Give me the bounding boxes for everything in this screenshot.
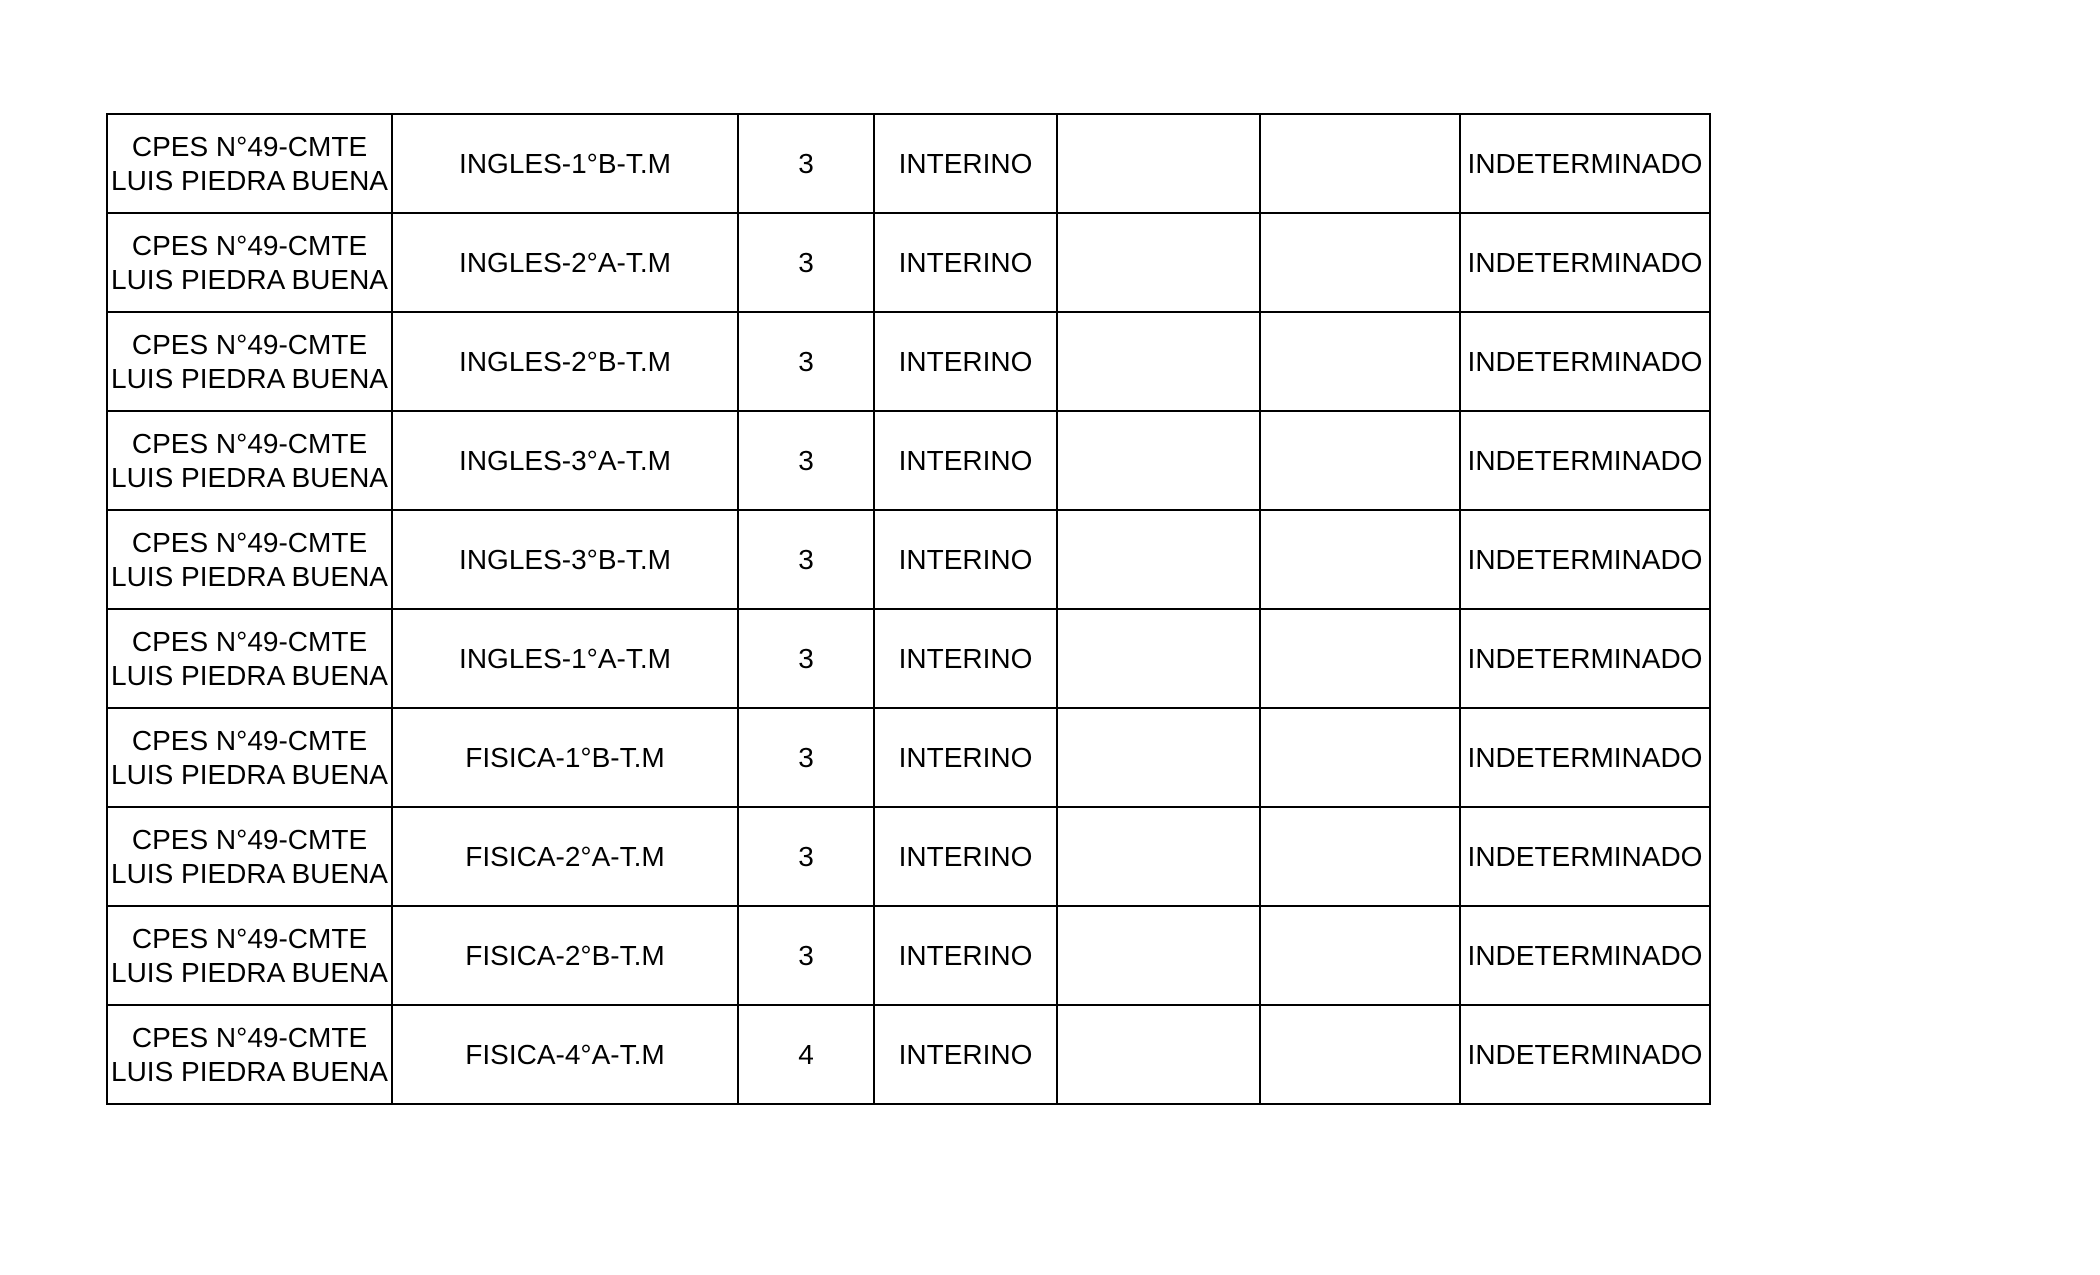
empty-cell — [1260, 1005, 1460, 1104]
hours-cell: 3 — [738, 708, 874, 807]
term-cell: INDETERMINADO — [1460, 609, 1710, 708]
table-row — [107, 807, 1710, 906]
status-cell: INTERINO — [874, 510, 1057, 609]
status-cell: INTERINO — [874, 807, 1057, 906]
subject-cell: INGLES-1°A-T.M — [392, 609, 738, 708]
empty-cell — [1057, 708, 1260, 807]
hours-cell: 4 — [738, 1005, 874, 1104]
term-cell: INDETERMINADO — [1460, 1005, 1710, 1104]
empty-cell — [1260, 609, 1460, 708]
empty-cell — [1057, 609, 1260, 708]
term-cell: INDETERMINADO — [1460, 312, 1710, 411]
subject-cell: FISICA-2°B-T.M — [392, 906, 738, 1005]
school-cell — [107, 213, 392, 312]
term-cell: INDETERMINADO — [1460, 510, 1710, 609]
school-cell — [107, 609, 392, 708]
empty-cell — [1260, 213, 1460, 312]
school-name-line-1: CPES N°49-CMTE — [131, 526, 368, 558]
table-row — [107, 1005, 1710, 1104]
hours-cell: 3 — [738, 510, 874, 609]
school-name-line-2: LUIS PIEDRA BUENA — [111, 164, 388, 196]
hours-cell: 3 — [738, 213, 874, 312]
school-name-line-2: LUIS PIEDRA BUENA — [111, 362, 388, 394]
hours-cell: 3 — [738, 411, 874, 510]
term-cell: INDETERMINADO — [1460, 708, 1710, 807]
school-name-line-1: CPES N°49-CMTE — [131, 922, 368, 954]
school-cell — [107, 411, 392, 510]
empty-cell — [1260, 114, 1460, 213]
term-cell: INDETERMINADO — [1460, 807, 1710, 906]
status-cell: INTERINO — [874, 609, 1057, 708]
empty-cell — [1057, 213, 1260, 312]
subject-cell: FISICA-2°A-T.M — [392, 807, 738, 906]
school-name-line-1: CPES N°49-CMTE — [131, 625, 368, 657]
data-table — [106, 113, 1711, 1105]
school-name-line-1: CPES N°49-CMTE — [131, 328, 368, 360]
school-cell — [107, 708, 392, 807]
empty-cell — [1260, 312, 1460, 411]
empty-cell — [1260, 807, 1460, 906]
subject-cell: INGLES-2°B-T.M — [392, 312, 738, 411]
table-row — [107, 609, 1710, 708]
empty-cell — [1057, 114, 1260, 213]
term-cell: INDETERMINADO — [1460, 114, 1710, 213]
empty-cell — [1260, 411, 1460, 510]
status-cell: INTERINO — [874, 906, 1057, 1005]
school-name-line-2: LUIS PIEDRA BUENA — [111, 461, 388, 493]
table-row — [107, 213, 1710, 312]
school-cell — [107, 807, 392, 906]
school-name-line-2: LUIS PIEDRA BUENA — [111, 659, 388, 691]
status-cell: INTERINO — [874, 708, 1057, 807]
empty-cell — [1260, 510, 1460, 609]
status-cell: INTERINO — [874, 411, 1057, 510]
subject-cell: INGLES-2°A-T.M — [392, 213, 738, 312]
subject-cell: INGLES-3°B-T.M — [392, 510, 738, 609]
school-name-line-1: CPES N°49-CMTE — [131, 130, 368, 162]
school-name-line-2: LUIS PIEDRA BUENA — [111, 263, 388, 295]
school-name-line-1: CPES N°49-CMTE — [131, 823, 368, 855]
hours-cell: 3 — [738, 312, 874, 411]
school-name-line-2: LUIS PIEDRA BUENA — [111, 956, 388, 988]
school-cell — [107, 1005, 392, 1104]
subject-cell: INGLES-1°B-T.M — [392, 114, 738, 213]
hours-cell: 3 — [738, 114, 874, 213]
hours-cell: 3 — [738, 906, 874, 1005]
term-cell: INDETERMINADO — [1460, 906, 1710, 1005]
term-cell: INDETERMINADO — [1460, 213, 1710, 312]
subject-cell: FISICA-1°B-T.M — [392, 708, 738, 807]
table-row — [107, 411, 1710, 510]
school-cell — [107, 114, 392, 213]
term-cell: INDETERMINADO — [1460, 411, 1710, 510]
status-cell: INTERINO — [874, 1005, 1057, 1104]
hours-cell: 3 — [738, 807, 874, 906]
table-row — [107, 708, 1710, 807]
status-cell: INTERINO — [874, 114, 1057, 213]
table-row — [107, 312, 1710, 411]
status-cell: INTERINO — [874, 312, 1057, 411]
table-row — [107, 906, 1710, 1005]
subject-cell: FISICA-4°A-T.M — [392, 1005, 738, 1104]
empty-cell — [1057, 807, 1260, 906]
school-name-line-1: CPES N°49-CMTE — [131, 229, 368, 261]
school-cell — [107, 312, 392, 411]
table-row — [107, 510, 1710, 609]
empty-cell — [1057, 411, 1260, 510]
table-row — [107, 114, 1710, 213]
subject-cell: INGLES-3°A-T.M — [392, 411, 738, 510]
empty-cell — [1260, 708, 1460, 807]
school-cell — [107, 510, 392, 609]
empty-cell — [1057, 1005, 1260, 1104]
school-name-line-2: LUIS PIEDRA BUENA — [111, 758, 388, 790]
empty-cell — [1057, 510, 1260, 609]
school-name-line-2: LUIS PIEDRA BUENA — [111, 1055, 388, 1087]
empty-cell — [1260, 906, 1460, 1005]
hours-cell: 3 — [738, 609, 874, 708]
school-name-line-1: CPES N°49-CMTE — [131, 427, 368, 459]
school-name-line-1: CPES N°49-CMTE — [131, 724, 368, 756]
school-name-line-2: LUIS PIEDRA BUENA — [111, 560, 388, 592]
empty-cell — [1057, 906, 1260, 1005]
empty-cell — [1057, 312, 1260, 411]
school-name-line-1: CPES N°49-CMTE — [131, 1021, 368, 1053]
school-cell — [107, 906, 392, 1005]
status-cell: INTERINO — [874, 213, 1057, 312]
school-name-line-2: LUIS PIEDRA BUENA — [111, 857, 388, 889]
table-body — [107, 114, 1710, 1104]
